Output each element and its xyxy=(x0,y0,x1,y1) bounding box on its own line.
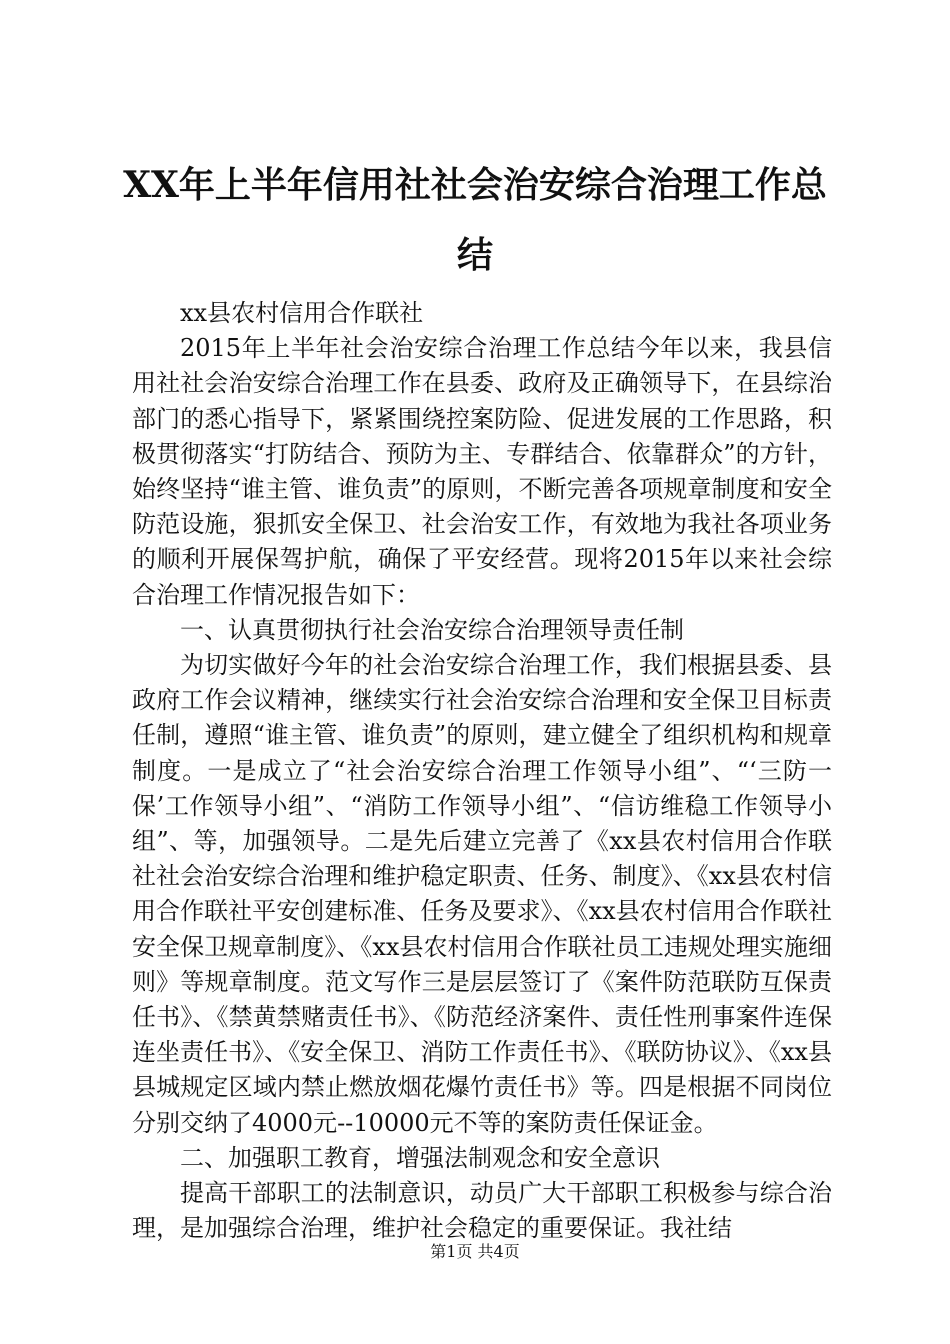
document-body xyxy=(132,296,832,1246)
section-heading-2: 二、加强职工教育，增强法制观念和安全意识 xyxy=(180,1143,660,1172)
issuer-line: xx县农村信用合作联社 xyxy=(180,299,424,327)
section-2-paragraph: 提高干部职工的法制意识，动员广大干部职工积极参与综合治理，是加强综合治理，维护社会稳定的重要保证。我社结 xyxy=(132,1179,832,1243)
section-1-paragraph: 为切实做好今年的社会治安综合治理工作，我们根据县委、县政府工作会议精神，继续实行社会治安综合治理和安全保卫目标责任制，遵照“谁主管、谁负责”的原则，建立健全了组织机构和规章制度。一是成立了“社会治安综合治理工作领导小组”、“‘三防一保’工作领导小组”、“消防工作领导小组”、“信访维稳工作领导小组”、等，加强领导。二是先后建立完善了《xx县农村信用合作联社社会治安综合治理和维护稳定职责、任务、制度》、《xx县农村信用合作联社平安创建标准、任务及要求》、《xx县农村信用合作联社安全保卫规章制度》、《xx县农村信用合作联社员工违规处理实施细则》等规章制度。范文写作三是层层签订了《案件防范联防互保责任书》、《禁黄禁赌责任书》、《防范经济案件、责任性刑事案件连保连坐责任书》、《安全保卫、消防工作责任书》、《联防协议》、《xx县县城规定区域内禁止燃放烟花爆竹责任书》等。四是根据不同岗位分别交纳了4000元--10000元不等的案防责任保证金。 xyxy=(132,651,832,1137)
intro-paragraph: 2015年上半年社会治安综合治理工作总结今年以来，我县信用社社会治安综合治理工作在县委、政府及正确领导下，在县综治部门的悉心指导下，紧紧围绕控案防险、促进发展的工作思路，积极贯彻落实“打防结合、预防为主、专群结合、依靠群众”的方针，始终坚持“谁主管、谁负责”的原则，不断完善各项规章制度和安全防范设施，狠抓安全保卫、社会治安工作，有效地为我社各项业务的顺利开展保驾护航，确保了平安经营。现将2015年以来社会综合治理工作情况报告如下： xyxy=(132,334,832,609)
section-heading-1: 一、认真贯彻执行社会治安综合治理领导责任制 xyxy=(180,615,684,644)
document-title: XX年上半年信用社社会治安综合治理工作总结 xyxy=(123,164,827,276)
page-footer: 第1页 共4页 xyxy=(430,1242,520,1261)
